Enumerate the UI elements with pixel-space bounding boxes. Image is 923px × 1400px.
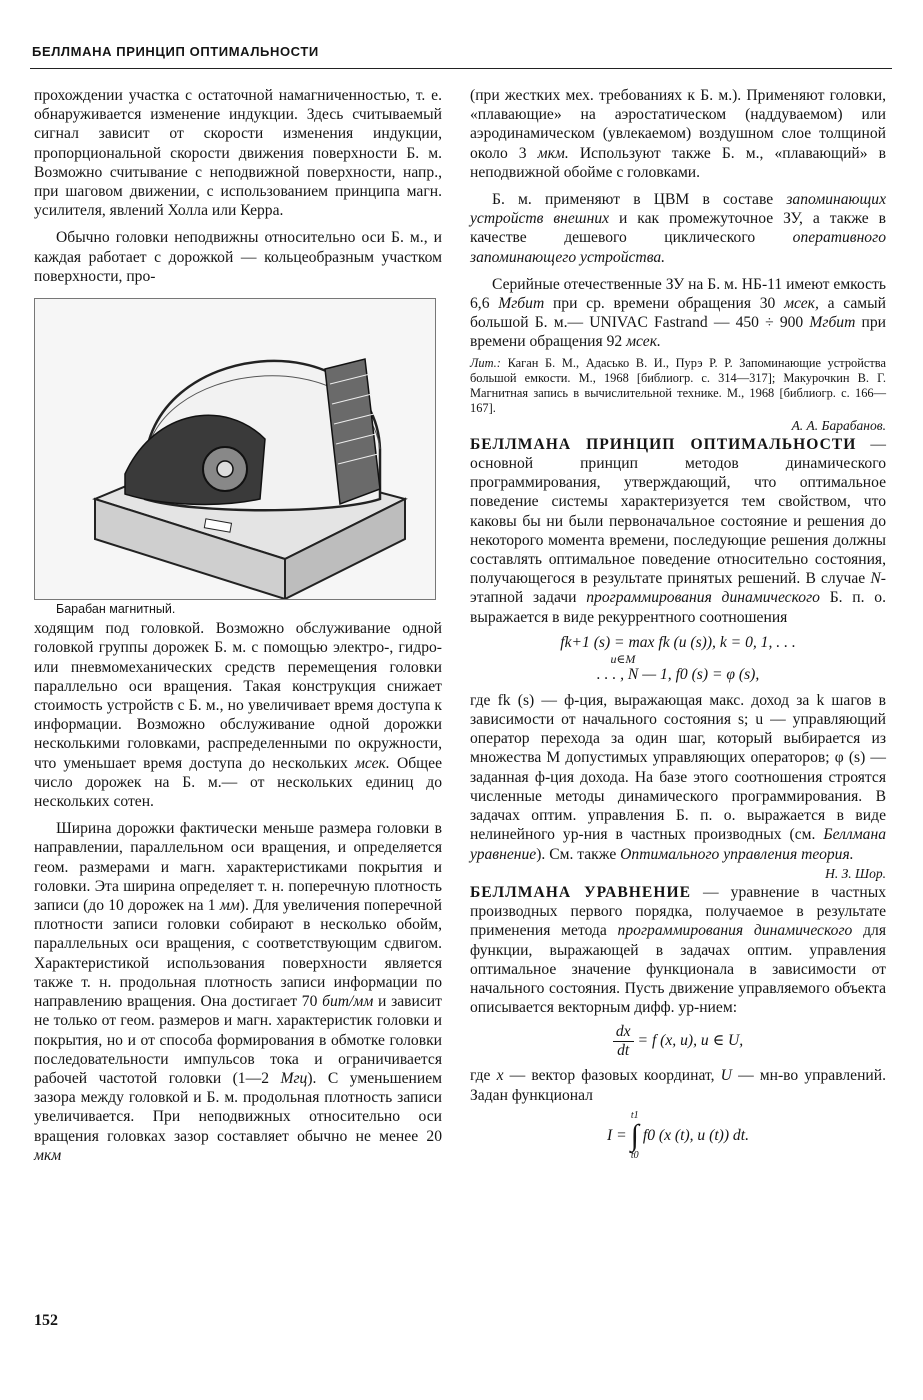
page-number: 152	[34, 1312, 58, 1329]
left-paragraph-1: прохождении участка с остаточной намагниченностью, т. е. обнаруживается изменение индукции. Здесь считываемый сигнал зависит от скорости изменения индукции, пропорциональной скорости движения поверхности Б. м. Возможно считывание с неподвижной поверхности, напр., при шаговом движении, с использованием принципа магн. усилителя, явлений Холла или Керра.	[34, 87, 442, 220]
formula-explanation-1: где fk (s) — ф-ция, выражающая макс. доход за k шагов в зависимости от начального состояния s; u — управляющий оператор перехода за один шаг, который выбирается из множества M допустимых управляющих операторов; φ (s) — заданная ф-ция дохода. На базе этого соотношения строятся численные методы динамического программирования. В задачах оптим. управления Б. п. о. выражается в виде нелинейного ур-ния в частных производных (см. Беллмана уравнение). См. также Оптимального управления теория.	[470, 691, 886, 863]
entry-bellman-principle: БЕЛЛМАНА ПРИНЦИП ОПТИМАЛЬНОСТИ — основной принцип методов динамического программирования, утверждающий, что оптимальное поведение системы характеризуется тем свойством, что каковы бы ни были первоначальное состояние и решения до некоторого момента времени, последующие решения должны составлять оптимальное поведение относительно состояния, получающегося в результате принятых решений. В случае N-этапной задачи программирования динамического Б. п. о. выражается в виде рекуррентного соотношения	[470, 435, 886, 626]
right-column	[470, 86, 886, 1167]
left-paragraph-4: Ширина дорожки фактически меньше размера головки в направлении, параллельном оси вращения, и определяется геом. размерами и магн. характеристиками покрытия и головки. Эта ширина определяет т. н. поперечную плотность записи (до 10 дорожек на 1 мм). Для увеличения поперечной плотности записи головки собирают в несколько обойм, параллельных оси вращения, с соответствующим сдвигом. Характеристикой использования поверхности является также т. н. продольная плотность записи информации по направлению вращения. Она достигает 70 бит/мм и зависит не только от геом. размеров и магн. характеристик головки и покрытия, но и от способа формирования в обмотке головки последовательности импульсов тока и ограничивается рабочей частотой головки (1—2 Мгц). С уменьшением зазора между головкой и Б. м. продольная плотность записи увеличивается. При неподвижных относительно оси вращения головках зазор составляет обычно не менее 20 мкм	[34, 820, 442, 1164]
left-column	[34, 86, 442, 1165]
headword-bellman-equation: БЕЛЛМАНА УРАВНЕНИЕ	[470, 883, 691, 901]
entry-bellman-equation: БЕЛЛМАНА УРАВНЕНИЕ — уравнение в частных производных первого порядка, получаемое в результате применения метода программирования динамического для функции, выражающей в задачах оптим. управления оптимальное значение функционала в зависимости от начального состояния. Пусть движение управляемого объекта описывается векторным дифф. ур-нием:	[470, 883, 886, 1017]
author-signature-2: Н. З. Шор.	[825, 865, 886, 881]
right-paragraph-1: (при жестких мех. требованиях к Б. м.). Применяют головки, «плавающие» на аэростатическом (наддуваемом) или аэродинамическом (увлекаемом) воздушном слое толщиной около 3 мкм. Используют также Б. м., «плавающий» в неподвижной обойме с головками.	[470, 87, 886, 181]
functional-formula: I = t1 ∫ t0 f0 (x (t), u (t)) dt.	[607, 1109, 749, 1161]
magnetic-drum-illustration	[35, 299, 435, 599]
running-head: БЕЛЛМАНА ПРИНЦИП ОПТИМАЛЬНОСТИ	[32, 44, 319, 59]
formula-explanation-2: где x — вектор фазовых координат, U — мн-во управлений. Задан функционал	[470, 1067, 887, 1104]
right-paragraph-2: Б. м. применяют в ЦВМ в составе запоминающих устройств внешних и как промежуточное ЗУ, а также в качестве дешевого циклического оперативного запоминающего устройства.	[470, 191, 886, 266]
left-paragraph-2: Обычно головки неподвижны относительно оси Б. м., и каждая работает с дорожкой — кольцеобразным участком поверхности, про-	[34, 229, 442, 285]
integral-sign: t1 ∫ t0	[630, 1109, 639, 1161]
figure-caption: Барабан магнитный.	[56, 602, 176, 617]
recurrence-formula: fk+1 (s) = max fk (u (s)), k = 0, 1, . . . u∈M . . . , N — 1, f0 (s) = φ (s),	[560, 633, 796, 683]
headword-bellman-principle: БЕЛЛМАНА ПРИНЦИП ОПТИМАЛЬНОСТИ	[470, 435, 857, 453]
literature-references: Лит.: Каган Б. М., Адасько В. И., Пурэ Р. Р. Запоминающие устройства большой емкости. М., 1968 [библиогр. с. 314—317]; Макурочкин В. Г. Магнитная запись в вычислительной технике. М., 1968 [библиогр. с. 166—167].	[470, 355, 886, 415]
differential-equation: $\frac{dx}{dt}$ = f (x, u), u ∈ U,	[470, 1023, 886, 1060]
left-paragraph-3: ходящим под головкой. Возможно обслуживание одной головкой группы дорожек Б. м. с помощью электро-, гидро- или пневмомеханических средств перемещения головки параллельно оси вращения. Такая конструкция снижает стоимость устройств с Б. м., но увеличивает время доступа к информации. Возможно обслуживание одной дорожки несколькими головками, распределенными по окружности, что уменьшает время доступа до нескольких мсек. Общее число дорожек на Б. м.— от нескольких единиц до нескольких сотен.	[34, 620, 442, 811]
magnetic-drum-figure	[34, 298, 436, 600]
author-signature-1: А. А. Барабанов.	[791, 417, 886, 433]
right-paragraph-3: Серийные отечественные ЗУ на Б. м. НБ-11 имеют емкость 6,6 Мгбит при ср. времени обращения 30 мсек, а самый большой Б. м.— UNIVAC Fastrand — 450 ÷ 900 Мгбит при времени обращения 92 мсек.	[470, 275, 887, 351]
header-rule	[30, 68, 892, 69]
